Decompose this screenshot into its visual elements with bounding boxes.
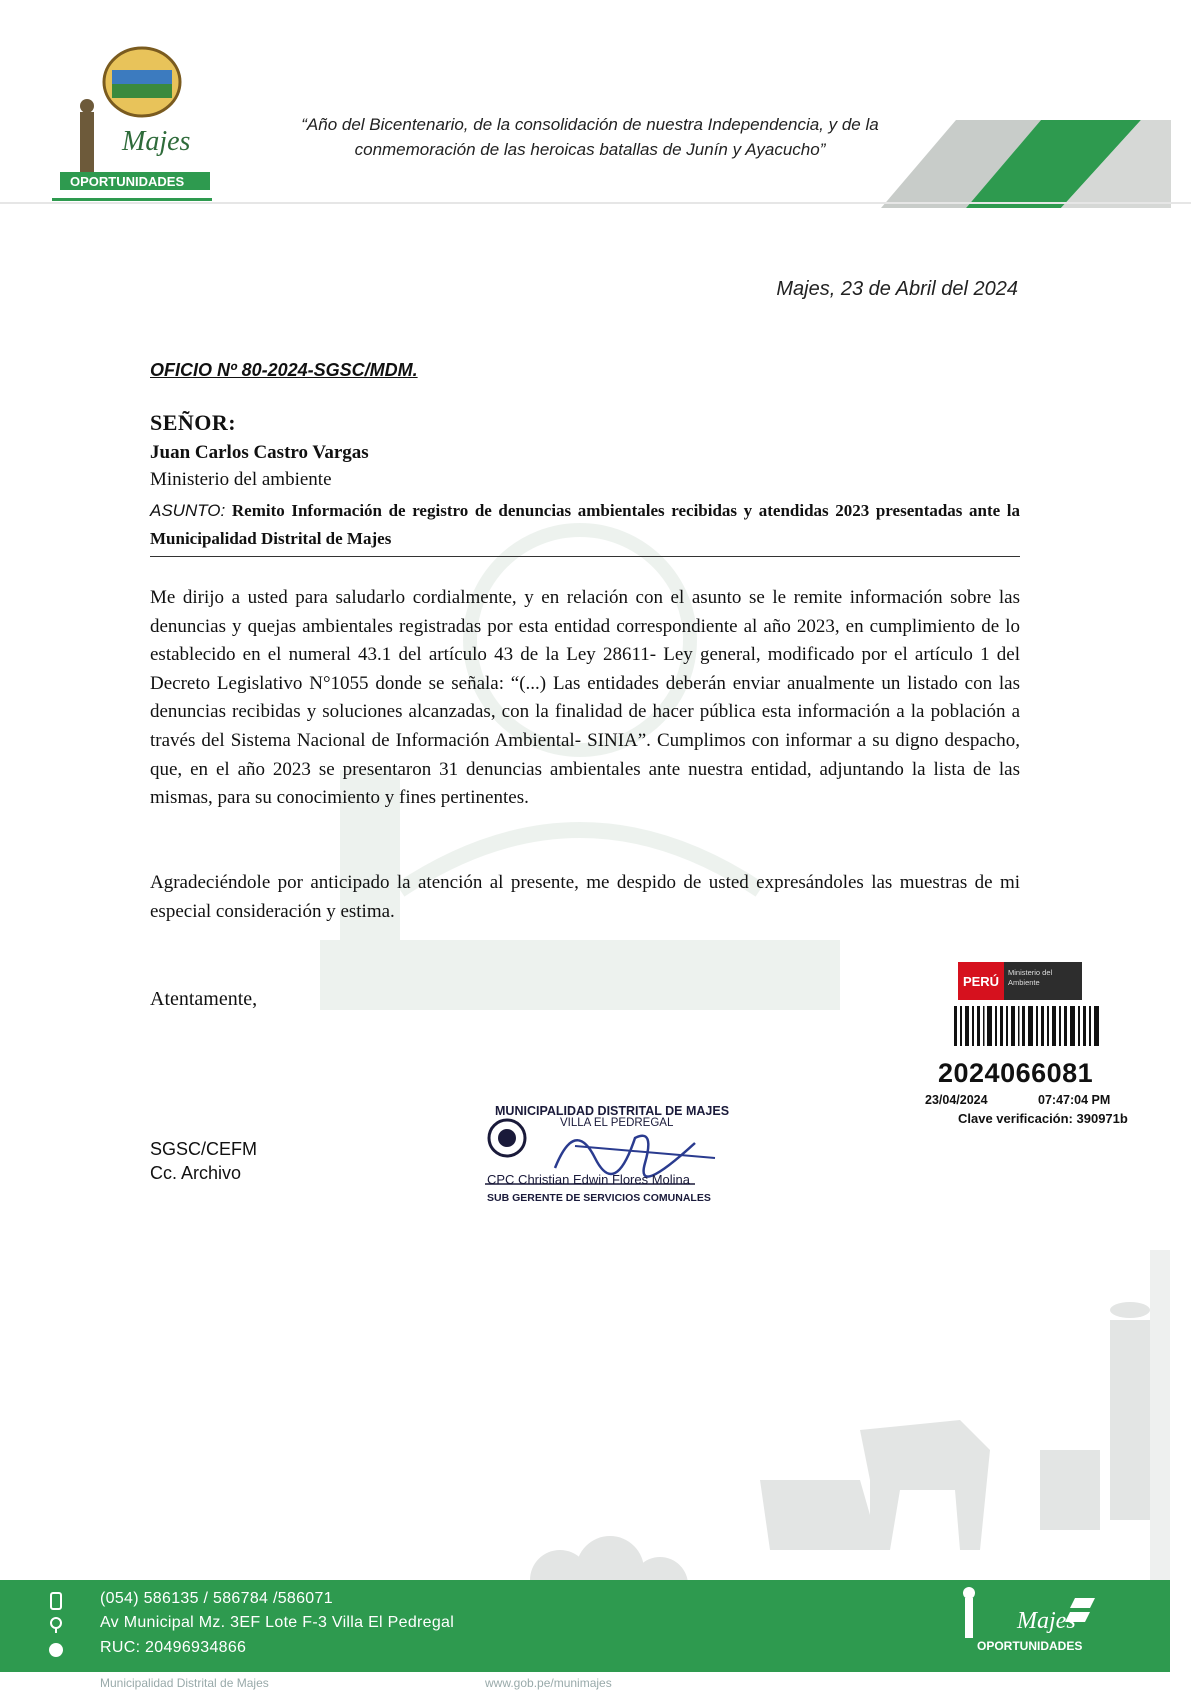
reception-date: 23/04/2024 (925, 1093, 988, 1107)
initials: SGSC/CEFM (150, 1139, 258, 1159)
paragraph-2: Agradeciéndole por anticipado la atención al presente, me despido de usted expresándoles las muestras de mi especial consideración y estima. (150, 872, 1020, 922)
location-icon (46, 1615, 66, 1635)
asunto (150, 497, 1020, 553)
svg-text:OPORTUNIDADES: OPORTUNIDADES (70, 174, 185, 189)
stamp-institution: MUNICIPALIDAD DISTRITAL DE MAJES (495, 1104, 730, 1118)
motto-line-1: “Año del Bicentenario, de la consolidación de nuestra Independencia, y de la (301, 115, 879, 134)
asunto-label: ASUNTO: (150, 501, 226, 520)
asunto-rule (150, 556, 1020, 557)
letter-date: Majes, 23 de Abril del 2024 (776, 278, 1018, 300)
header-green-decoration (871, 120, 1191, 210)
footer-ruc: RUC: 20496934866 (100, 1639, 247, 1656)
svg-text:Majes: Majes (1017, 1608, 1076, 1634)
stamp-signer: CPC Christian Edwin Flores Molina (487, 1172, 691, 1187)
svg-text:OPORTUNIDADES: OPORTUNIDADES (977, 1639, 1083, 1653)
closing: Atentamente, (150, 988, 258, 1010)
motto-line-2: conmemoración de las heroicas batallas de Junín y Ayacucho” (354, 140, 826, 159)
motto (270, 112, 910, 162)
initials-block (150, 1137, 257, 1185)
asunto-text: Remito Información de registro de denuncias ambientales recibidas y atendidas 2023 presentadas ante la Municipalidad Distrital de Majes (150, 501, 1020, 548)
municipality-logo (52, 42, 232, 202)
footer-address: Av Municipal Mz. 3EF Lote F-3 Villa El Pedregal (100, 1614, 455, 1631)
svg-text:Majes: Majes (122, 126, 191, 157)
salutation: SEÑOR: (150, 410, 237, 435)
ministry-label: Ministerio del Ambiente (1008, 968, 1053, 987)
footer-social: Municipalidad Distrital de Majes (100, 1676, 269, 1690)
reception-number: 2024066081 (938, 1058, 1094, 1088)
footer-phone: (054) 586135 / 586784 /586071 (100, 1590, 333, 1607)
stamp-place: VILLA EL PEDREGAL (560, 1117, 674, 1129)
recipient-org: Ministerio del ambiente (150, 469, 332, 490)
footer-website[interactable]: www.gob.pe/munimajes (485, 1676, 612, 1690)
oficio-number: OFICIO Nº 80-2024-SGSC/MDM. (150, 360, 418, 380)
phone-icon (46, 1591, 66, 1611)
cc-archive: Cc. Archivo (150, 1163, 242, 1183)
footer-logo (955, 1578, 1115, 1672)
ruc-icon (46, 1640, 66, 1660)
paragraph-1: Me dirijo a usted para saludarlo cordialmente, y en relación con el asunto se le remite información sobre las denuncias y quejas ambientales registradas por esta entidad correspondiente al año 2023, en cumplimiento de lo establecido en el numeral 43.1 del artículo 43 de la Ley 28611- Ley general, modificado por el artículo 1 del Decreto Legislativo N°1055 donde se señala: “(...) Las entidades deberán enviar anualmente un listado con las denuncias recibidas y soluciones alcanzadas, con la finalidad de hacer pública esta información a la población a través del Sistema Nacional de Información Ambiental- SINIA”. Cumplimos con informar a su digno despacho, que, en el año 2023 se presentaron 31 denuncias ambientales ante nuestra entidad, adjuntando la lista de las mismas, para su conocimiento y fines pertinentes. (150, 587, 1020, 809)
header-divider (0, 202, 1191, 204)
barcode (954, 1006, 1100, 1046)
peru-label: PERÚ (958, 962, 1004, 1000)
recipient-name: Juan Carlos Castro Vargas (150, 442, 369, 463)
stamp-role: SUB GERENTE DE SERVICIOS COMUNALES (487, 1192, 711, 1204)
verification-key: Clave verificación: 390971b (958, 1111, 1128, 1126)
reception-time: 07:47:04 PM (1038, 1093, 1111, 1107)
